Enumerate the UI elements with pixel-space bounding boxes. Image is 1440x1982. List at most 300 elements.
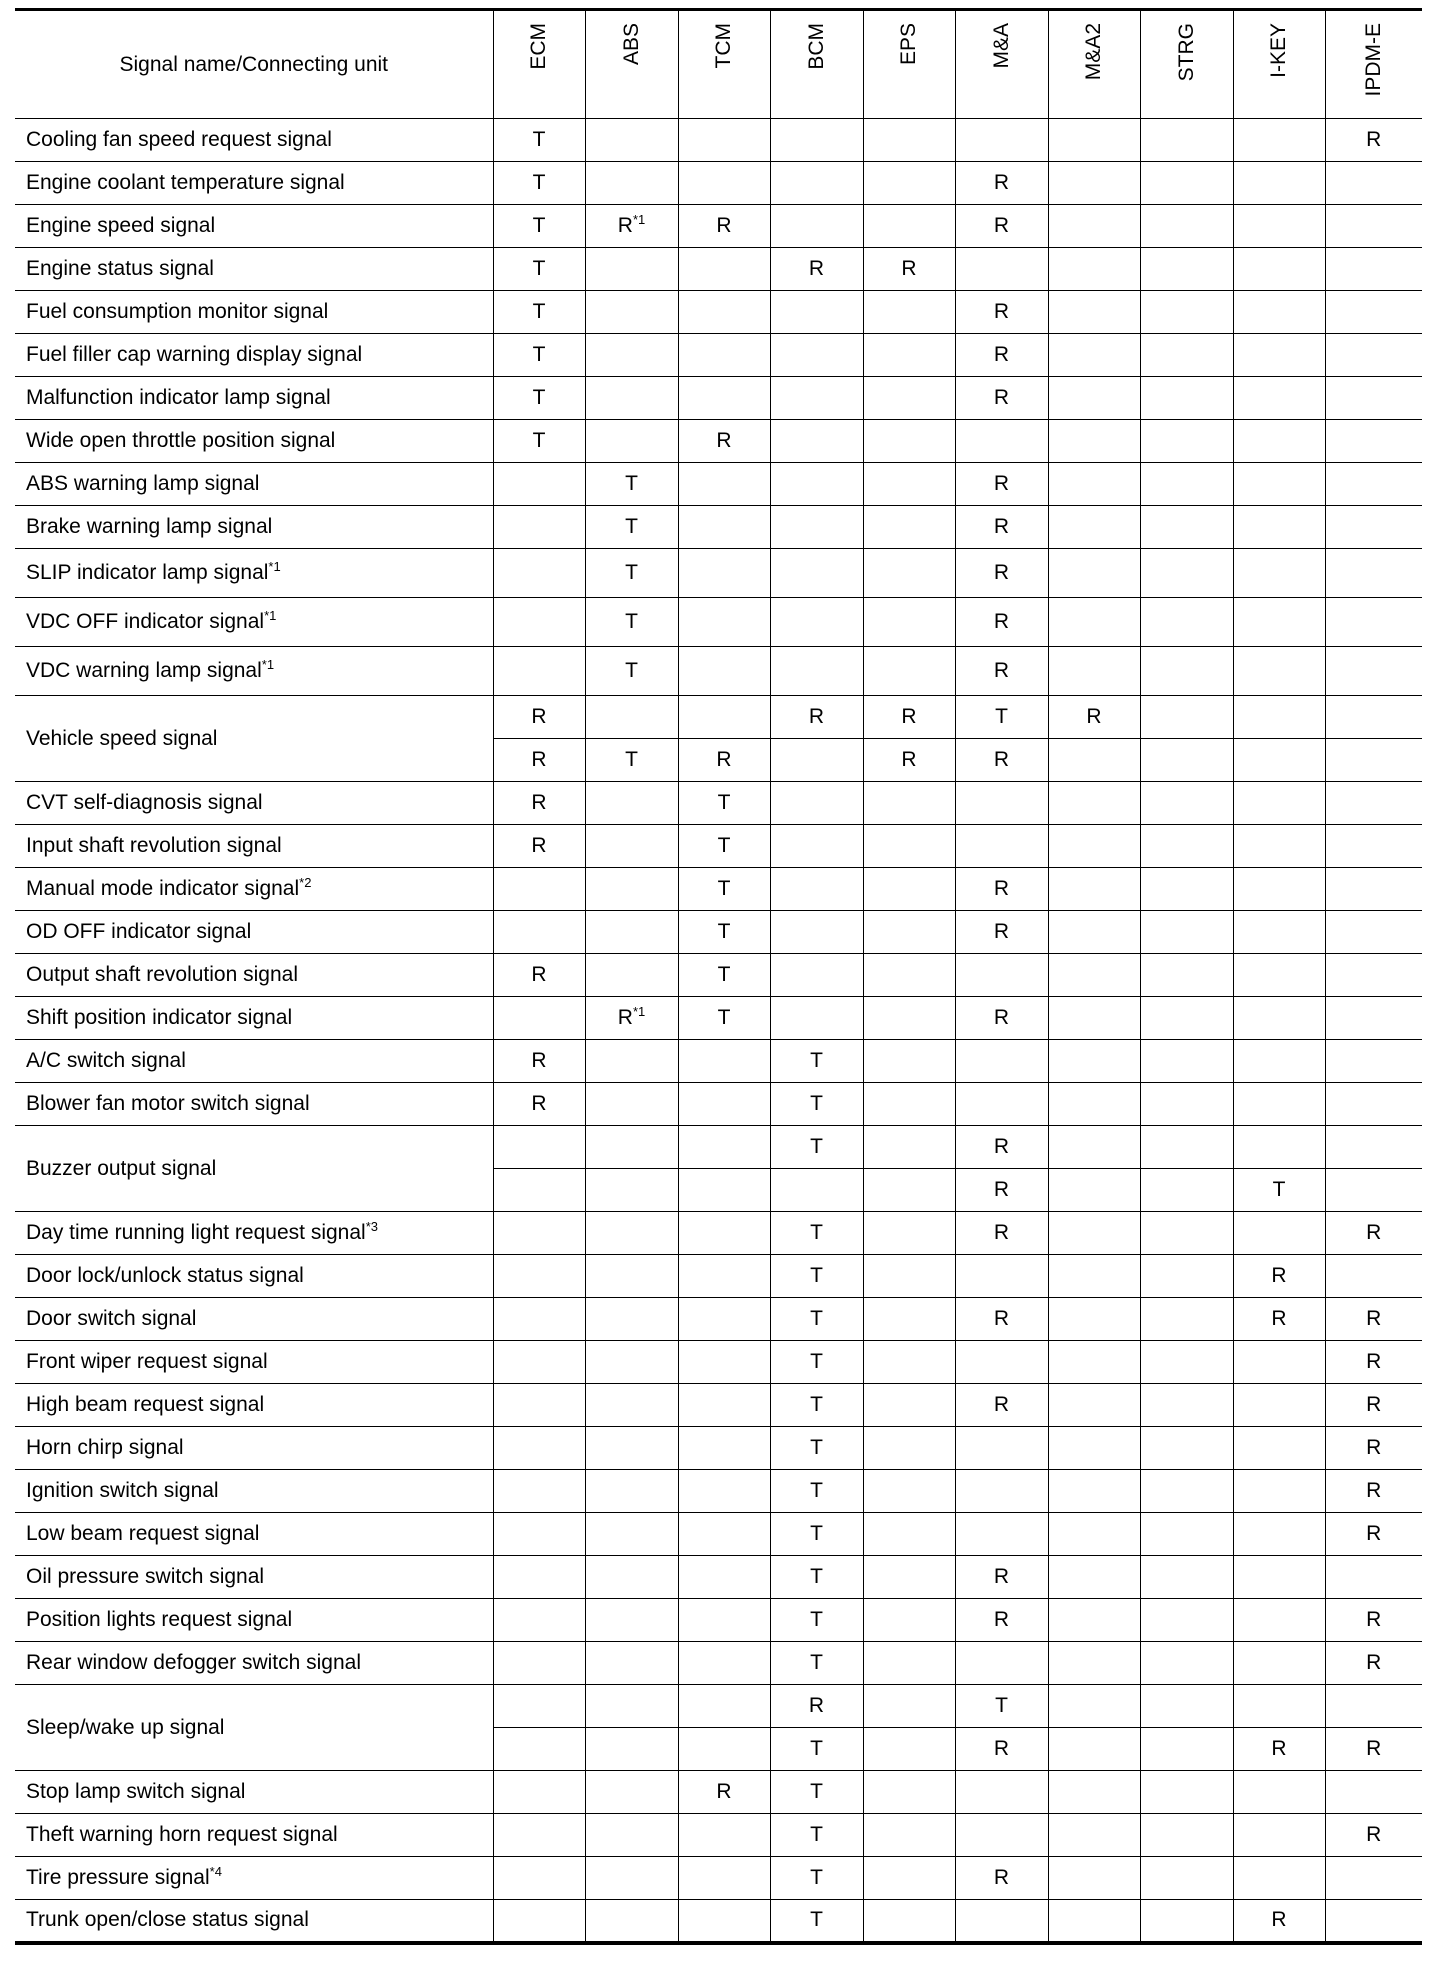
- cell-i-key: [1233, 1255, 1325, 1298]
- signal-name-text: Sleep/wake up signal: [26, 1715, 225, 1739]
- cell-m-a: [955, 506, 1048, 549]
- table-row: [15, 162, 1422, 205]
- cell-m-a2: [1048, 868, 1140, 911]
- table-row: [15, 1040, 1422, 1083]
- cell-value: T: [532, 300, 546, 323]
- cell-eps: [863, 1900, 955, 1943]
- cell-i-key: [1233, 420, 1325, 463]
- table-row: [15, 205, 1422, 248]
- cell-tcm: [678, 1255, 770, 1298]
- cell-value: R: [993, 472, 1010, 495]
- cell-m-a: [955, 1900, 1048, 1943]
- cell-abs: [585, 598, 678, 647]
- cell-i-key: [1233, 696, 1325, 739]
- signal-name-text: Blower fan motor switch signal: [26, 1092, 310, 1115]
- cell-m-a2: [1048, 205, 1140, 248]
- cell-m-a2: [1048, 696, 1140, 739]
- table-row: [15, 1642, 1422, 1685]
- cell-ipdm-e: [1325, 782, 1422, 825]
- cell-ipdm-e: [1325, 868, 1422, 911]
- signal-name: [15, 463, 493, 506]
- signal-name: [15, 825, 493, 868]
- cell-value: T: [810, 1479, 823, 1502]
- table-row: [15, 1341, 1422, 1384]
- cell-i-key: [1233, 549, 1325, 598]
- cell-tcm: [678, 1298, 770, 1341]
- cell-bcm: [770, 598, 863, 647]
- cell-value: R: [1271, 1307, 1287, 1330]
- unit-label: TCM: [712, 23, 735, 69]
- cell-eps: [863, 1556, 955, 1599]
- cell-tcm: [678, 911, 770, 954]
- cell-tcm: [678, 1814, 770, 1857]
- cell-value: T: [810, 1608, 823, 1631]
- table-row: [15, 825, 1422, 868]
- cell-tcm: [678, 868, 770, 911]
- cell-m-a2: [1048, 334, 1140, 377]
- cell-ipdm-e: [1325, 1685, 1422, 1728]
- cell-m-a: [955, 248, 1048, 291]
- cell-value: T: [532, 171, 546, 194]
- cell-i-key: [1233, 1857, 1325, 1900]
- table-row: [15, 334, 1422, 377]
- cell-value: T: [810, 1651, 823, 1674]
- table-row: [15, 1470, 1422, 1513]
- cell-ipdm-e: [1325, 420, 1422, 463]
- cell-tcm: [678, 1513, 770, 1556]
- cell-value: T: [625, 561, 638, 584]
- cell-value: R: [1366, 1393, 1382, 1416]
- signal-name: [15, 1083, 493, 1126]
- unit-header-eps: [863, 10, 955, 119]
- signal-name-text: Trunk open/close status signal: [26, 1908, 309, 1932]
- cell-value: R: [993, 561, 1010, 584]
- cell-ecm: [493, 825, 585, 868]
- cell-eps: [863, 1728, 955, 1771]
- signal-name-text: Door switch signal: [26, 1307, 197, 1330]
- cell-abs: [585, 1126, 678, 1169]
- signal-name-text: Fuel consumption monitor signal: [26, 300, 329, 323]
- cell-ipdm-e: [1325, 377, 1422, 420]
- cell-value: R: [993, 1737, 1010, 1760]
- signal-name-text: Manual mode indicator signal: [26, 877, 300, 900]
- cell-tcm: [678, 334, 770, 377]
- cell-strg: [1140, 598, 1233, 647]
- cell-m-a2: [1048, 911, 1140, 954]
- cell-tcm: [678, 377, 770, 420]
- cell-i-key: [1233, 291, 1325, 334]
- cell-i-key: [1233, 1040, 1325, 1083]
- signal-name-text: Theft warning horn request signal: [26, 1823, 338, 1846]
- cell-strg: [1140, 162, 1233, 205]
- cell-ecm: [493, 1470, 585, 1513]
- cell-abs: [585, 162, 678, 205]
- cell-eps: [863, 1513, 955, 1556]
- cell-abs: [585, 1556, 678, 1599]
- cell-eps: [863, 1255, 955, 1298]
- cell-m-a2: [1048, 1212, 1140, 1255]
- unit-header-tcm: [678, 10, 770, 119]
- cell-strg: [1140, 696, 1233, 739]
- cell-tcm: [678, 420, 770, 463]
- signal-name-text: VDC warning lamp signal: [26, 659, 262, 682]
- cell-i-key: [1233, 1341, 1325, 1384]
- signal-name-text: Brake warning lamp signal: [26, 515, 273, 538]
- table-row: [15, 1556, 1422, 1599]
- cell-abs: [585, 1470, 678, 1513]
- cell-m-a: [955, 420, 1048, 463]
- cell-m-a: [955, 868, 1048, 911]
- table-row: [15, 1814, 1422, 1857]
- cell-i-key: [1233, 911, 1325, 954]
- unit-label: ECM: [527, 23, 550, 70]
- cell-strg: [1140, 205, 1233, 248]
- unit-label: BCM: [804, 23, 828, 70]
- cell-ecm: [493, 997, 585, 1040]
- cell-value: T: [532, 257, 546, 280]
- cell-value: R: [993, 610, 1010, 633]
- cell-eps: [863, 954, 955, 997]
- footnote-marker: *4: [209, 1864, 222, 1879]
- signal-name: [15, 696, 493, 782]
- cell-eps: [863, 162, 955, 205]
- cell-bcm: [770, 954, 863, 997]
- signal-name: [15, 1298, 493, 1341]
- table-row: [15, 1212, 1422, 1255]
- cell-ecm: [493, 739, 585, 782]
- cell-strg: [1140, 1642, 1233, 1685]
- table-row: [15, 782, 1422, 825]
- cell-eps: [863, 1642, 955, 1685]
- cell-i-key: [1233, 1814, 1325, 1857]
- cell-m-a: [955, 1427, 1048, 1470]
- cell-value: T: [717, 1006, 731, 1029]
- cell-value: R: [716, 748, 732, 771]
- signal-name-text: High beam request signal: [26, 1393, 265, 1416]
- cell-value: R: [808, 705, 825, 728]
- cell-value: R: [993, 1006, 1010, 1029]
- cell-i-key: [1233, 1728, 1325, 1771]
- cell-m-a2: [1048, 1427, 1140, 1470]
- signal-name: [15, 377, 493, 420]
- signal-name: [15, 248, 493, 291]
- cell-i-key: [1233, 506, 1325, 549]
- unit-label: STRG: [1174, 23, 1198, 82]
- cell-tcm: [678, 1771, 770, 1814]
- cell-m-a: [955, 696, 1048, 739]
- cell-abs: [585, 420, 678, 463]
- cell-abs: [585, 1642, 678, 1685]
- cell-ipdm-e: [1325, 1126, 1422, 1169]
- cell-ipdm-e: [1325, 549, 1422, 598]
- cell-m-a2: [1048, 1685, 1140, 1728]
- cell-ipdm-e: [1325, 1040, 1422, 1083]
- unit-header-strg: [1140, 10, 1233, 119]
- cell-bcm: [770, 1685, 863, 1728]
- cell-bcm: [770, 549, 863, 598]
- cell-value: T: [717, 791, 731, 814]
- cell-m-a: [955, 1298, 1048, 1341]
- cell-i-key: [1233, 1599, 1325, 1642]
- cell-bcm: [770, 782, 863, 825]
- signal-name-text: VDC OFF indicator signal: [26, 610, 265, 633]
- cell-ipdm-e: [1325, 1212, 1422, 1255]
- cell-m-a: [955, 1255, 1048, 1298]
- cell-eps: [863, 334, 955, 377]
- signal-name: [15, 1900, 493, 1943]
- signal-name: [15, 1685, 493, 1771]
- cell-tcm: [678, 1083, 770, 1126]
- cell-eps: [863, 782, 955, 825]
- cell-ecm: [493, 1341, 585, 1384]
- cell-tcm: [678, 598, 770, 647]
- cell-value: R: [716, 429, 732, 452]
- cell-ecm: [493, 463, 585, 506]
- cell-m-a: [955, 334, 1048, 377]
- cell-i-key: [1233, 1427, 1325, 1470]
- unit-label: IPDM-E: [1361, 23, 1385, 97]
- cell-value: R: [808, 257, 825, 280]
- cell-bcm: [770, 739, 863, 782]
- cell-i-key: [1233, 1384, 1325, 1427]
- cell-value: T: [625, 610, 638, 633]
- cell-m-a: [955, 997, 1048, 1040]
- cell-value: R: [993, 1393, 1010, 1416]
- cell-i-key: [1233, 1083, 1325, 1126]
- cell-abs: [585, 1255, 678, 1298]
- cell-ipdm-e: [1325, 598, 1422, 647]
- cell-bcm: [770, 119, 863, 162]
- cell-bcm: [770, 1298, 863, 1341]
- cell-value: T: [532, 128, 546, 151]
- cell-m-a2: [1048, 1040, 1140, 1083]
- cell-value: R: [993, 1307, 1010, 1330]
- unit-label: M&A: [989, 23, 1013, 69]
- cell-strg: [1140, 1341, 1233, 1384]
- cell-strg: [1140, 1857, 1233, 1900]
- cell-eps: [863, 1040, 955, 1083]
- table-row: [15, 647, 1422, 696]
- signal-name-text: Position lights request signal: [26, 1608, 293, 1631]
- cell-m-a: [955, 1384, 1048, 1427]
- signal-name: [15, 911, 493, 954]
- cell-ipdm-e: [1325, 119, 1422, 162]
- table-row: [15, 1771, 1422, 1814]
- table-row: [15, 549, 1422, 598]
- cell-m-a2: [1048, 1298, 1140, 1341]
- cell-strg: [1140, 1814, 1233, 1857]
- cell-tcm: [678, 205, 770, 248]
- cell-value: T: [532, 214, 546, 237]
- cell-value: R: [716, 1780, 732, 1803]
- signal-name: [15, 1513, 493, 1556]
- cell-m-a: [955, 1212, 1048, 1255]
- signal-name-text: Rear window defogger switch signal: [26, 1651, 362, 1674]
- cell-value: R: [993, 515, 1010, 538]
- cell-tcm: [678, 954, 770, 997]
- table-row: [15, 868, 1422, 911]
- cell-eps: [863, 825, 955, 868]
- cell-abs: [585, 1169, 678, 1212]
- cell-bcm: [770, 696, 863, 739]
- cell-ipdm-e: [1325, 954, 1422, 997]
- cell-strg: [1140, 1513, 1233, 1556]
- signal-name-text: Vehicle speed signal: [26, 726, 218, 750]
- cell-m-a: [955, 1685, 1048, 1728]
- cell-bcm: [770, 1513, 863, 1556]
- cell-eps: [863, 1169, 955, 1212]
- table-row: [15, 1255, 1422, 1298]
- cell-ecm: [493, 549, 585, 598]
- table-row: [15, 377, 1422, 420]
- cell-i-key: [1233, 1470, 1325, 1513]
- cell-ecm: [493, 1384, 585, 1427]
- cell-ecm: [493, 1427, 585, 1470]
- cell-tcm: [678, 1728, 770, 1771]
- cell-value: R: [531, 791, 547, 814]
- cell-eps: [863, 911, 955, 954]
- cell-tcm: [678, 1470, 770, 1513]
- cell-abs: [585, 696, 678, 739]
- cell-value: T: [532, 343, 546, 366]
- cell-ipdm-e: [1325, 1083, 1422, 1126]
- signal-name: [15, 119, 493, 162]
- cell-value: R: [531, 834, 547, 857]
- cell-m-a2: [1048, 1513, 1140, 1556]
- cell-strg: [1140, 334, 1233, 377]
- cell-strg: [1140, 420, 1233, 463]
- unit-header-ipdm-e: [1325, 10, 1422, 119]
- cell-m-a2: [1048, 1556, 1140, 1599]
- cell-abs: [585, 463, 678, 506]
- cell-i-key: [1233, 997, 1325, 1040]
- unit-header-ecm: [493, 10, 585, 119]
- cell-m-a2: [1048, 782, 1140, 825]
- cell-ecm: [493, 1126, 585, 1169]
- cell-tcm: [678, 1169, 770, 1212]
- cell-strg: [1140, 1040, 1233, 1083]
- cell-ecm: [493, 1599, 585, 1642]
- cell-i-key: [1233, 1556, 1325, 1599]
- cell-ipdm-e: [1325, 997, 1422, 1040]
- cell-tcm: [678, 1341, 770, 1384]
- cell-strg: [1140, 1900, 1233, 1943]
- cell-bcm: [770, 825, 863, 868]
- cell-abs: [585, 782, 678, 825]
- cell-value: T: [717, 877, 731, 900]
- signal-name-text: Horn chirp signal: [26, 1436, 184, 1459]
- table-row: [15, 911, 1422, 954]
- signal-name: [15, 334, 493, 377]
- cell-eps: [863, 1427, 955, 1470]
- cell-m-a: [955, 1169, 1048, 1212]
- cell-abs: [585, 248, 678, 291]
- cell-tcm: [678, 1556, 770, 1599]
- signal-name: [15, 647, 493, 696]
- signal-name: [15, 1556, 493, 1599]
- cell-value: T: [625, 515, 638, 538]
- cell-ipdm-e: [1325, 1857, 1422, 1900]
- signal-name: [15, 954, 493, 997]
- cell-i-key: [1233, 1771, 1325, 1814]
- cell-tcm: [678, 739, 770, 782]
- cell-value: R: [808, 1694, 825, 1717]
- cell-m-a: [955, 119, 1048, 162]
- cell-eps: [863, 205, 955, 248]
- cell-m-a: [955, 1771, 1048, 1814]
- cell-i-key: [1233, 1298, 1325, 1341]
- cell-value: R: [531, 1049, 547, 1072]
- cell-value: T: [810, 1780, 823, 1803]
- signal-name: [15, 1599, 493, 1642]
- cell-ecm: [493, 1255, 585, 1298]
- cell-abs: [585, 954, 678, 997]
- cell-value: R: [993, 171, 1010, 194]
- cell-m-a2: [1048, 119, 1140, 162]
- cell-value: T: [717, 920, 731, 943]
- cell-abs: [585, 911, 678, 954]
- signal-name-text: ABS warning lamp signal: [26, 472, 260, 495]
- signal-name-text: SLIP indicator lamp signal: [26, 561, 269, 584]
- cell-abs: [585, 1771, 678, 1814]
- cell-i-key: [1233, 334, 1325, 377]
- cell-strg: [1140, 377, 1233, 420]
- cell-strg: [1140, 997, 1233, 1040]
- cell-value: R: [993, 1178, 1010, 1201]
- table-row: [15, 598, 1422, 647]
- signal-name: [15, 1384, 493, 1427]
- cell-abs: [585, 1814, 678, 1857]
- cell-value: T: [532, 386, 546, 409]
- cell-bcm: [770, 291, 863, 334]
- cell-abs: [585, 1298, 678, 1341]
- cell-m-a2: [1048, 1169, 1140, 1212]
- table-row: [15, 696, 1422, 739]
- cell-m-a2: [1048, 1814, 1140, 1857]
- cell-tcm: [678, 782, 770, 825]
- cell-ecm: [493, 1900, 585, 1943]
- cell-value: T: [810, 1522, 823, 1545]
- cell-strg: [1140, 1255, 1233, 1298]
- cell-ecm: [493, 1771, 585, 1814]
- signal-name-text: Engine speed signal: [26, 214, 216, 237]
- cell-value: T: [625, 472, 638, 495]
- cell-eps: [863, 868, 955, 911]
- cell-tcm: [678, 1599, 770, 1642]
- signal-name-text: Input shaft revolution signal: [26, 834, 282, 857]
- table-row: [15, 1857, 1422, 1900]
- cell-value: R: [993, 1866, 1010, 1889]
- cell-eps: [863, 1126, 955, 1169]
- cell-m-a: [955, 1040, 1048, 1083]
- cell-value: T: [1272, 1178, 1286, 1201]
- unit-label: I-KEY: [1267, 23, 1290, 78]
- cell-m-a: [955, 1814, 1048, 1857]
- cell-value: T: [717, 963, 731, 986]
- signal-name: [15, 291, 493, 334]
- cell-m-a: [955, 1642, 1048, 1685]
- cell-abs: [585, 1341, 678, 1384]
- cell-strg: [1140, 1169, 1233, 1212]
- cell-ipdm-e: [1325, 1599, 1422, 1642]
- cell-m-a: [955, 549, 1048, 598]
- cell-i-key: [1233, 377, 1325, 420]
- cell-m-a2: [1048, 1857, 1140, 1900]
- cell-ipdm-e: [1325, 647, 1422, 696]
- cell-strg: [1140, 911, 1233, 954]
- cell-value: T: [810, 1823, 823, 1846]
- cell-strg: [1140, 506, 1233, 549]
